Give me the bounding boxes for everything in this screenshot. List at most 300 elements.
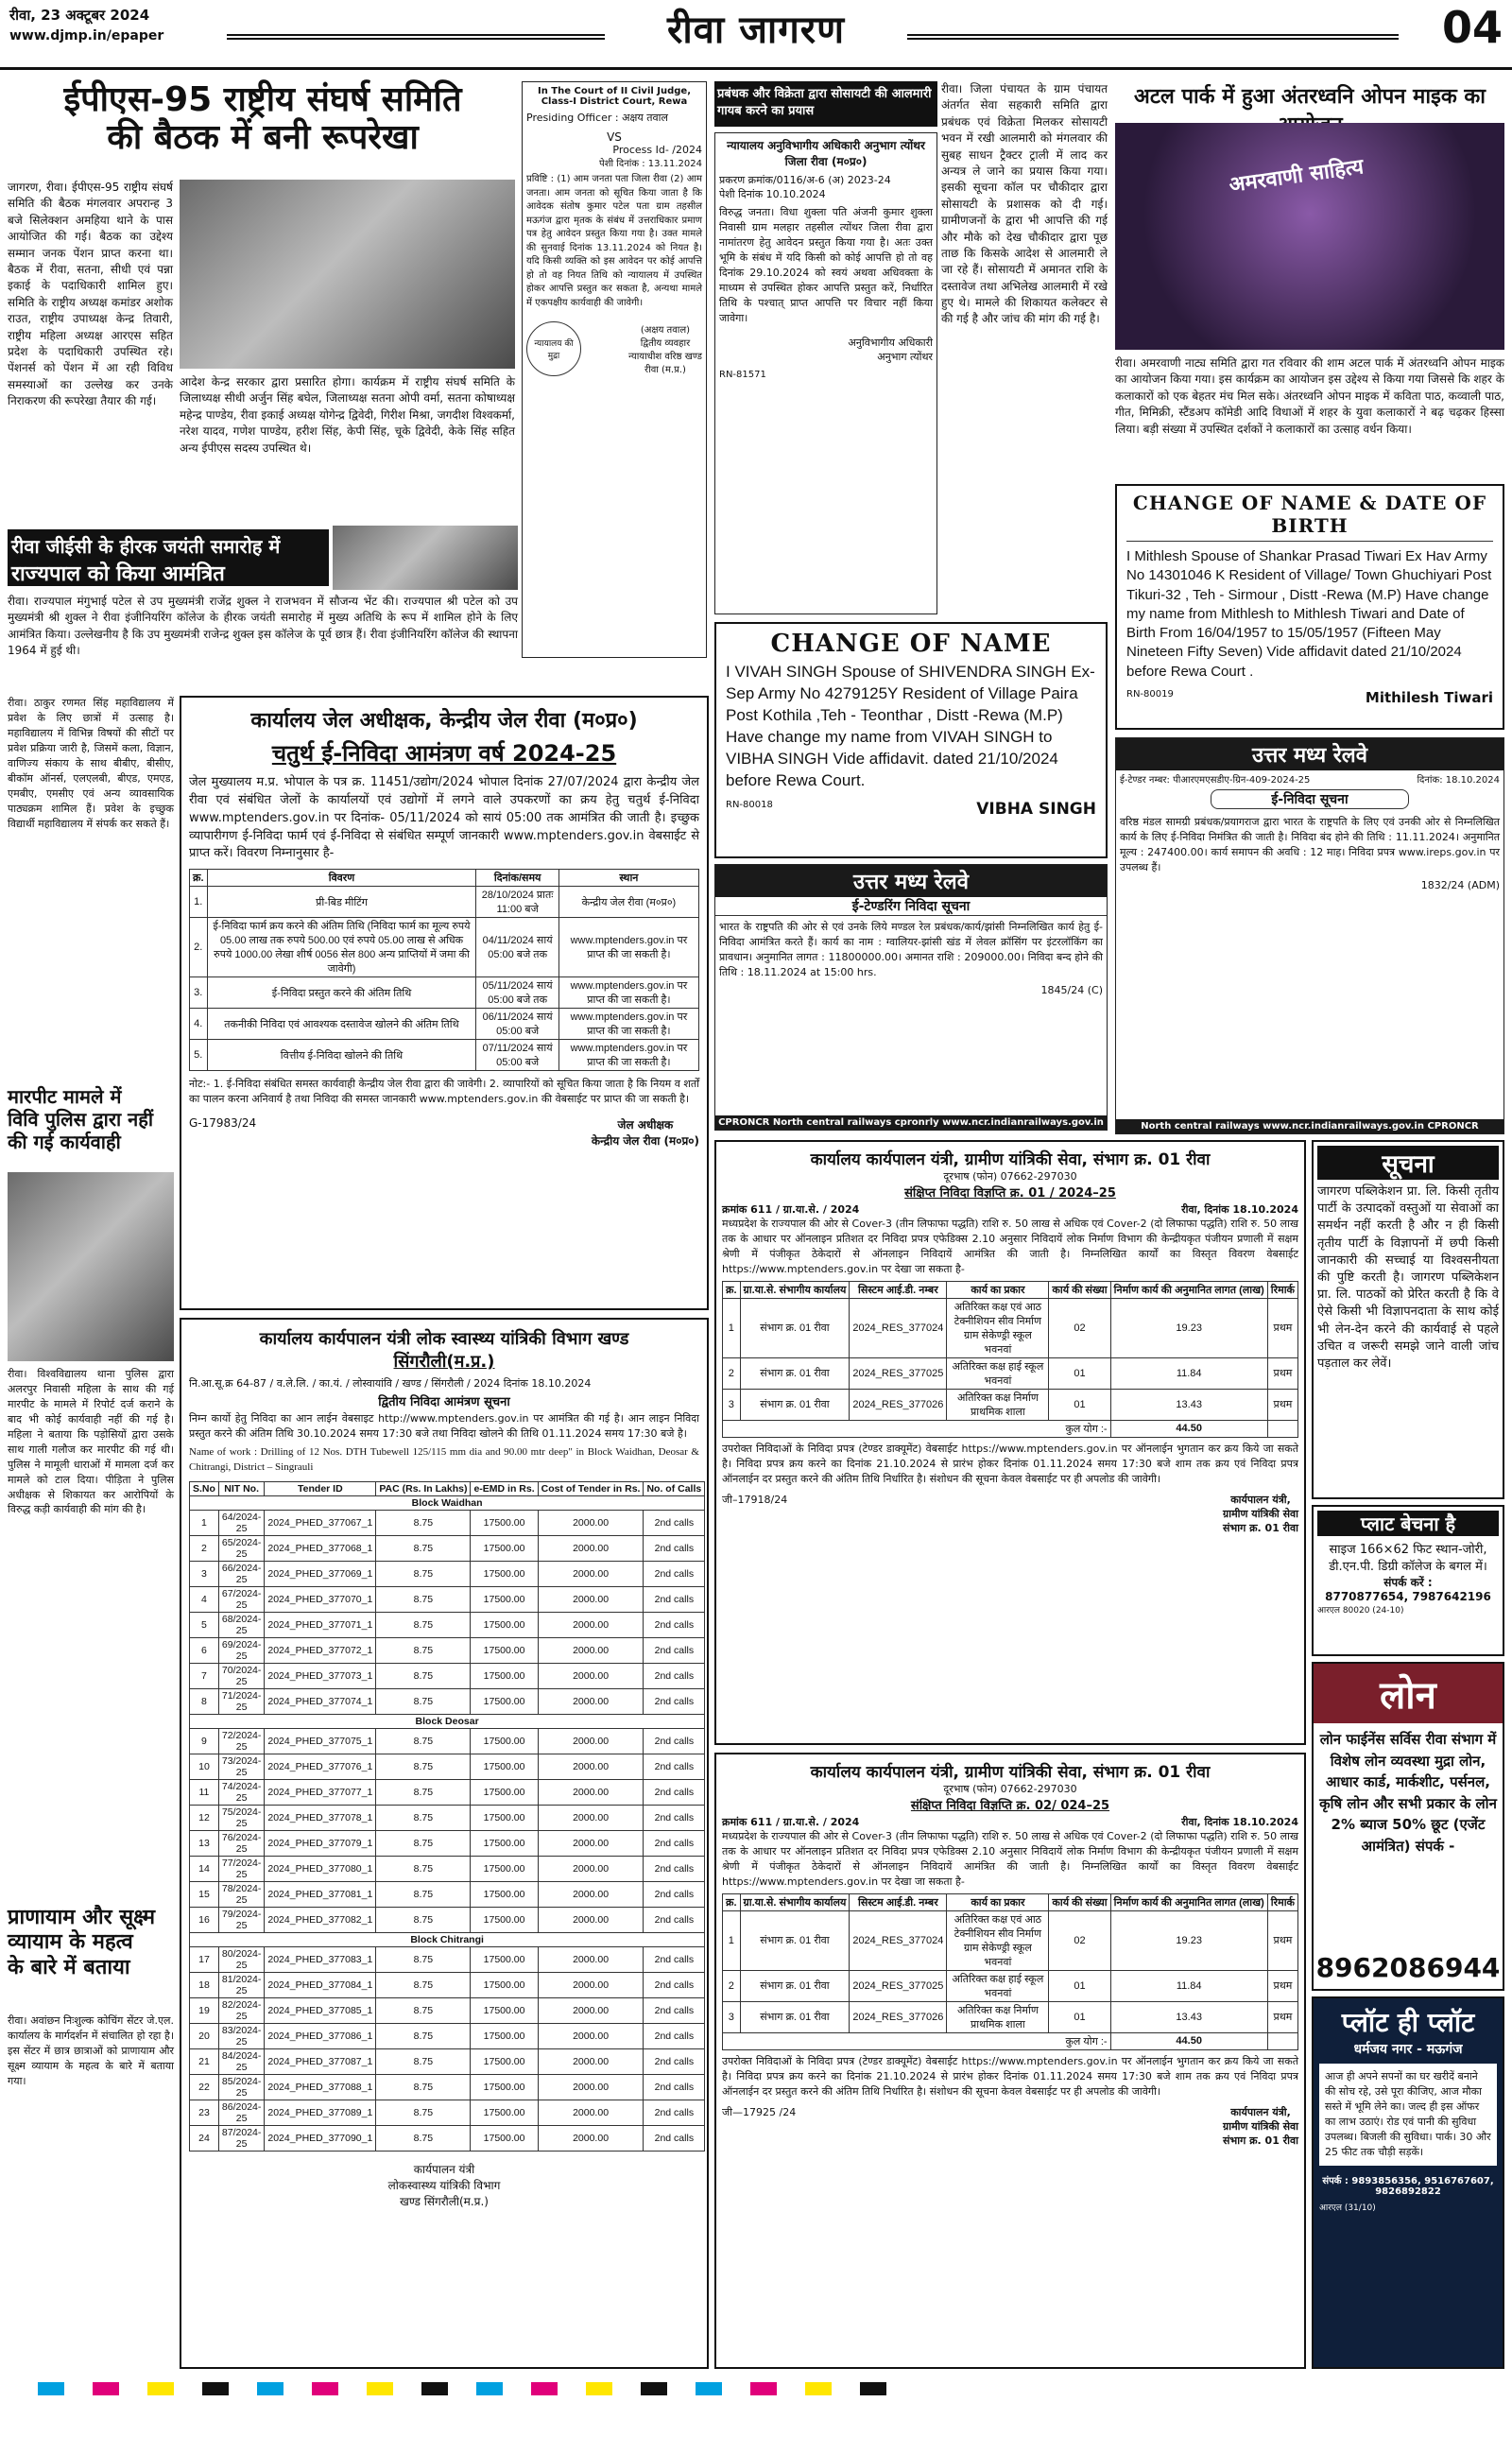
change-of-name-mithlesh — [1115, 484, 1504, 730]
phe-work: Name of work : Drilling of 12 Nos. DTH Tubewell 125/115 mm dia and 90.00 mtr deep" in Block Waidhan, Deosar & Chitrangi, District – Singrauli — [189, 1445, 699, 1473]
phe-intro: निम्न कार्यो हेतु निविदा का आन लाईन वेबसाइट http://www.mptenders.gov.in पर आमंत्रित की गई है। आन लाइन निविदा प्रस्तुत करने की अंतिम तिथि 30.10.2024 समय 17:30 बजे तथा निविदा खोलने की तिथि 01.11.2024 समय 17:30 बजे है। — [189, 1412, 699, 1440]
phe-cell: 83/2024-25 — [218, 2023, 264, 2048]
phe-cell: 75/2024-25 — [218, 1805, 264, 1830]
rural-1-cell: प्रथम — [1267, 1389, 1297, 1420]
phe-cell: 2nd calls — [644, 1637, 705, 1663]
hirak-body: रीवा। राज्यपाल मंगुभाई पटेल से उप मुख्यमंत्री राजेंद्र शुक्ल ने राजभवन में सौजन्य भेंट की। राज्यपाल श्री पटेल को उप मुख्यमंत्री श्री शुक्ल ने रीवा इंजीनियरिंग कॉलेज के हीरक जयंती समारोह में मुख्य अतिथि के रूप में शामिल होने के लिए आमंत्रित किया। उल्लेखनीय है कि उप मुख्यमंत्री राजेन्द्र शुक्ल इस कॉलेज के पूर्व छात्र हैं। रीवा इंजीनियरिंग कॉलेज की स्थापना 1964 में हुई थी। — [8, 595, 518, 658]
rural-2-cell: 01 — [1049, 1970, 1110, 2001]
rural-2-row — [723, 2001, 1298, 2032]
rural-2-total-row — [723, 2032, 1298, 2049]
phe-table — [189, 1481, 705, 2152]
rural-1-cell: 19.23 — [1110, 1298, 1267, 1357]
phe-row — [190, 1561, 705, 1586]
phe-cell: 87/2024-25 — [218, 2125, 264, 2151]
left-col-text-1: रीवा। ठाकुर रणमत सिंह महाविद्यालय में प्रवेश के लिए छात्रों में उत्साह है। महाविद्यालय में विभिन्न विषयों की सीटों पर प्रवेश प्रक्रिया जारी है, जिसमें कला, विज्ञान, वाणिज्य संकाय के साथ बीबीए, बीसीए, बीकॉम ऑनर्स, एलएलबी, बीएड, एमएड, एमबीए, एमसीए एवं अन्य व्यावसायिक पाठ्यक्रम शामिल हैं। प्रवेश के इच्छुक विद्यार्थी महाविद्यालय में संपर्क कर सकते हैं। — [8, 697, 174, 830]
rural-2-cell: अतिरिक्त कक्ष एवं आठ टेक्नीशियन सीव निर्माण ग्राम सेकेण्ड्री स्कूल भवनवां — [947, 1910, 1049, 1970]
rural-1-cell: 02 — [1049, 1298, 1110, 1357]
phe-dept-2: सिंगरौली(म.प्र.) — [393, 1352, 495, 1372]
hirak-headline-line-2: राज्यपाल को किया आमंत्रित — [11, 562, 225, 586]
rural-1-cell: 2024_RES_377025 — [850, 1357, 947, 1389]
suchna-title: सूचना — [1317, 1146, 1499, 1180]
black-swatch — [421, 2382, 448, 2395]
phe-cell: 17500.00 — [471, 2074, 538, 2100]
phe-cell: 17500.00 — [471, 2125, 538, 2151]
phe-header-1: NIT No. — [218, 1481, 264, 1495]
change-of-name-vivah — [714, 622, 1108, 858]
phe-cell: 2000.00 — [538, 2100, 644, 2125]
rural-1-cell: 2024_RES_377024 — [850, 1298, 947, 1357]
masthead-date: रीवा, 23 अक्टूबर 2024 — [9, 7, 150, 24]
plot-ad-body: आज ही अपने सपनों का घर खरीदें बनाने की सोच रहे, उसे पूरा कीजिए, आज मौका सस्ते में भूमि लेने का। जल्द ही इस ऑफर का लाभ उठाएं। रोड एवं पानी की सुविधा उपलब्ध। बिजली की सुविधा। पार्क। 30 और 25 फीट तक चौड़ी सड़कें। — [1319, 2064, 1497, 2166]
rural-2-sign-3: संभाग क्र. 01 रीवा — [1223, 2134, 1298, 2147]
plot-ad-place: धर्मजय नगर - मऊगंज — [1353, 2042, 1463, 2057]
black-swatch — [202, 2382, 229, 2395]
jail-intro: जेल मुख्यालय म.प्र. भोपाल के पत्र क्र. 11451/उद्योग/2024 भोपाल दिनांक 27/07/2024 द्वारा केन्द्रीय जेल रीवा एवं संबंधित जेलों के कार्यालयों एवं उद्योगों में लगने वाले उपकरणों का क्रय हेतु चतुर्थ ई-निविदा www.mptenders.gov.in पर दिनांक- 05/11/2024 को सायं 05:00 तक आमंत्रित की जाती है। इच्छुक व्यापारीगण ई-निविदा फार्म एवं ई-निविदा से संबंधित सम्पूर्ण जानकारी www.mptenders.gov.in वेबसाईट से प्राप्त करें। विवरण निम्नानुसार है- — [189, 775, 699, 861]
phe-cell: 2nd calls — [644, 1907, 705, 1932]
phe-cell: 2nd calls — [644, 1663, 705, 1688]
rural-1-cell: प्रथम — [1267, 1298, 1297, 1357]
phe-cell: 2nd calls — [644, 1881, 705, 1907]
rural-1-header-5: निर्माण कार्य की अनुमानित लागत (लाख) — [1110, 1281, 1267, 1298]
rural-2-row — [723, 1910, 1298, 1970]
rural-1-phone: दूरभाष (फोन) 07662-297030 — [943, 1170, 1077, 1183]
phe-cell: 8.75 — [376, 1972, 471, 1997]
page-number: 04 — [1441, 2, 1503, 53]
rural-2-cell: 01 — [1049, 2001, 1110, 2032]
phe-cell: 17500.00 — [471, 1972, 538, 1997]
rural-2-cell: संभाग क्र. 01 रीवा — [740, 1910, 850, 1970]
rural-1-cell: 2 — [723, 1357, 741, 1389]
left-col-photo — [8, 1172, 174, 1361]
rural-1-date: रीवा, दिनांक 18.10.2024 — [1181, 1203, 1298, 1216]
rural-2-phone: दूरभाष (फोन) 07662-297030 — [943, 1783, 1077, 1795]
rural-2-header-6: रिमार्क — [1267, 1893, 1297, 1910]
phe-cell: 17500.00 — [471, 1754, 538, 1779]
left-h3-1: प्राणायाम और सूक्ष्म — [8, 1906, 156, 1929]
phe-tender — [180, 1318, 709, 2369]
phe-cell: 2024_PHED_377068_1 — [265, 1535, 376, 1561]
rural-1-ref: क्रमांक 611 / ग्रा.या.से. / 2024 — [722, 1203, 860, 1216]
rural-2-cell: प्रथम — [1267, 1970, 1297, 2001]
phe-cell: 8.75 — [376, 1561, 471, 1586]
rural-1-header-4: कार्य की संख्या — [1049, 1281, 1110, 1298]
phe-block-row — [190, 1714, 705, 1728]
phe-row — [190, 1779, 705, 1805]
jail-cell: 3. — [190, 977, 208, 1009]
phe-cell: 17500.00 — [471, 2100, 538, 2125]
suchna-body: जागरण पब्लिकेशन प्रा. लि. किसी तृतीय पार्टी के उत्पादकों वस्तुओं या सेवाओं का समर्थन नहीं करती है और न ही किसी तृतीय पार्टी के विज्ञापनों में छपी किसी जानकारी की सच्चाई या विश्वसनीयता की पुष्टि करती है। जागरण पब्लिकेशन प्रा. लि. पाठकों को प्रेरित करती है कि वे ऐसे किसी भी विज्ञापनदाता के साथ कोई भी लेन-देन करने की कार्यवाई से पहले उचित व जरूरी समझे जाने वाली जांच पड़ताल कर लेवें। — [1317, 1184, 1499, 1371]
phe-header-4: e-EMD in Rs. — [471, 1481, 538, 1495]
phe-cell: 71/2024-25 — [218, 1688, 264, 1714]
magenta-swatch — [312, 2382, 338, 2395]
phe-cell: 16 — [190, 1907, 219, 1932]
rail-2-date: दिनांक: 18.10.2024 — [1417, 775, 1500, 786]
left-col-heading-2 — [8, 1085, 174, 1170]
jail-note: नोट:- 1. ई-निविदा संबंधित समस्त कार्यवाही केन्द्रीय जेल रीवा द्वारा की जावेगी। 2. व्यापारियों को सूचित किया जाता है कि नियम व शर्तों का पालन करना अनिवार्य है तथा निविदा की समस्त जानकारी www.mptenders.gov.in की वेबसाईट पर प्राप्त की जा सकती है। — [189, 1078, 699, 1106]
phe-cell: 81/2024-25 — [218, 1972, 264, 1997]
rural-1-header-1: ग्रा.या.से. संभागीय कार्यालय — [740, 1281, 850, 1298]
phe-cell: 2024_PHED_377089_1 — [265, 2100, 376, 2125]
phe-row — [190, 1728, 705, 1754]
rural-1-row — [723, 1298, 1298, 1357]
plot-sale-body: साइज 166×62 फिट स्थान-जोरी, डी.एन.पी. डिग्री कॉलेज के बगल में। — [1329, 1543, 1487, 1574]
phe-cell: 5 — [190, 1612, 219, 1637]
sdm-heading: न्यायालय अनुविभागीय अधिकारी अनुभाग त्योंथर जिला रीवा (म०प्र०) — [727, 139, 925, 168]
sdm-sign-2: अनुभाग त्योंथर — [877, 350, 933, 363]
plot-sale-contact-label: संपर्क करें : — [1383, 1576, 1433, 1589]
hirak-photo — [333, 526, 518, 590]
phe-cell: 24 — [190, 2125, 219, 2151]
phe-cell: 8.75 — [376, 1779, 471, 1805]
phe-cell: 8.75 — [376, 2023, 471, 2048]
rural-1-table — [722, 1281, 1298, 1438]
phe-cell: 70/2024-25 — [218, 1663, 264, 1688]
rural-1-cell: संभाग क्र. 01 रीवा — [740, 1357, 850, 1389]
jail-cell: वित्तीय ई-निविदा खोलने की तिथि — [207, 1040, 476, 1071]
phe-cell: 2000.00 — [538, 1830, 644, 1856]
sdm-case: प्रकरण क्रमांक/0116/अ-6 (अ) 2023-24 — [719, 174, 891, 186]
court-sign-4: रीवा (म.प्र.) — [644, 365, 686, 375]
openmic-body: रीवा। अमरवाणी नाट्य समिति द्वारा गत रविवार की शाम अटल पार्क में अंतरध्वनि ओपन माइक का आयोजन किया गया। इस कार्यक्रम का आयोजन इस उद्देश्य से किया गया जिससे कि शहर के कलाकारों को एक बेहतर मंच मिल सके। अंतरध्वनि ओपन माइक में कविता पाठ, कव्वाली पाठ, गीत, मिमिक्री, स्टैंडअप कॉमेडी आदि विधाओं में शहर के युवा कलाकारों ने बढ़ चढ़कर हिस्सा लिया। बड़ी संख्या में उपस्थित दर्शकों ने कलाकारों का उत्साह वर्धन किया। — [1115, 356, 1504, 436]
masthead-url[interactable]: www.djmp.in/epaper — [9, 28, 164, 43]
rural-1-cell: 13.43 — [1110, 1389, 1267, 1420]
phe-row — [190, 1972, 705, 1997]
phe-row — [190, 1663, 705, 1688]
rural-2-table — [722, 1893, 1298, 2050]
rural-1-row — [723, 1357, 1298, 1389]
phe-cell: 12 — [190, 1805, 219, 1830]
phe-cell: 2024_PHED_377070_1 — [265, 1586, 376, 1612]
phe-ref: नि.आ.सू.क्र 64-87 / व.ले.लि. / का.यं. / लोस्वायांवि / खण्ड / सिंगरौली / 2024 दिनांक 18.10.2024 — [189, 1377, 592, 1390]
left-h2-1: मारपीट मामले में — [8, 1085, 122, 1108]
openmic-headline: अटल पार्क में हुआ अंतरध्वनि ओपन माइक का — [1134, 85, 1486, 109]
phe-cell: 2024_PHED_377073_1 — [265, 1663, 376, 1688]
phe-cell: 2000.00 — [538, 1972, 644, 1997]
loan-phone[interactable]: 8962086944 — [1315, 1952, 1501, 1983]
sdm-notice — [714, 132, 937, 614]
phe-cell: 2nd calls — [644, 1856, 705, 1881]
openmic-photo — [1115, 123, 1504, 350]
phe-cell: 2024_PHED_377076_1 — [265, 1754, 376, 1779]
phe-cell: 18 — [190, 1972, 219, 1997]
phe-cell: 2024_PHED_377074_1 — [265, 1688, 376, 1714]
jail-cell: www.mptenders.gov.in पर प्राप्त की जा सकती है। — [558, 977, 698, 1009]
jail-row — [190, 1009, 699, 1040]
phe-cell: 80/2024-25 — [218, 1946, 264, 1972]
phe-cell: 8.75 — [376, 1612, 471, 1637]
phe-cell: 2000.00 — [538, 1779, 644, 1805]
plot-sale-title: प्लाट बेचना है — [1317, 1511, 1499, 1536]
phe-cell: 2024_PHED_377087_1 — [265, 2048, 376, 2074]
rural-2-date: रीवा, दिनांक 18.10.2024 — [1181, 1816, 1298, 1828]
jail-cell: 04/11/2024 सायं 05:00 बजे तक — [476, 918, 558, 977]
phe-cell: 8.75 — [376, 2048, 471, 2074]
rural-2-cell: 13.43 — [1110, 2001, 1267, 2032]
phe-cell: 2nd calls — [644, 1586, 705, 1612]
rural-2-sign-2: ग्रामीण यांत्रिकी सेवा — [1223, 2119, 1298, 2133]
phe-cell: 22 — [190, 2074, 219, 2100]
phe-cell: 2000.00 — [538, 1881, 644, 1907]
phe-row — [190, 1881, 705, 1907]
rail-tender-1 — [714, 864, 1108, 1131]
phe-cell: 6 — [190, 1637, 219, 1663]
phe-cell: 17500.00 — [471, 1805, 538, 1830]
cyan-swatch — [38, 2382, 64, 2395]
phe-row — [190, 2048, 705, 2074]
rural-2-intro: मध्यप्रदेश के राज्यपाल की ओर से Cover-3 (तीन लिफाफा पद्धति) राशि रु. 50 लाख से अधिक एवं Cover-2 (दो लिफाफा पद्धति) राशि रु. 50 लाख तक के आधार पर ऑनलाइन प्रतिशत दर निविदा प्रपत्र एफेडिक्स 2.10 अनुसार निविदायें लोक निर्माण विभाग की केन्द्रीयकृत पंजीयन प्रणाली में सक्षम श्रेणी में पंजीकृत ठेकेदारों से ऑनलाइन निविदायें आमंत्रित की जाती है। निम्नलिखित कार्यों का विस्तृत विवरण वेबसाईट https://www.mptenders.gov.in पर देखा जा सकता है- — [722, 1830, 1298, 1888]
phe-cell: 2nd calls — [644, 1972, 705, 1997]
phe-cell: 2nd calls — [644, 1510, 705, 1535]
jail-cell: www.mptenders.gov.in पर प्राप्त की जा सकती है। — [558, 1040, 698, 1071]
rural-1-body: उपरोक्त निविदाओं के निविदा प्रपत्र (टेण्डर डाक्यूमेंट) वेबसाईट https://www.mptenders.gov.in पर ऑनलाईन भुगतान कर क्रय किये जा सकते है। निविदा प्रपत्र क्रय करने का दिनांक 21.10.2024 से प्रारंभ होकर दिनांक 01.11.2024 समय 17:30 बजे शाम तक क्रय एवं निविदा प्रपत्र ऑनलाईन दर प्रस्तुत करने की अंतिम तिथि निर्धारित है। संशोधन की सूचना केवल वेबसाईट पर ही अपलोड की जावेगी। — [722, 1442, 1298, 1485]
phe-cell: 2000.00 — [538, 1663, 644, 1688]
plot-sale-ref: आरएल 80020 (24-10) — [1317, 1606, 1404, 1616]
phe-row — [190, 2100, 705, 2125]
phe-cell: 78/2024-25 — [218, 1881, 264, 1907]
rural-1-ref-2: जी–17918/24 — [722, 1493, 788, 1506]
phe-row — [190, 1856, 705, 1881]
yellow-swatch — [367, 2382, 393, 2395]
jail-cell: www.mptenders.gov.in पर प्राप्त की जा सकती है। — [558, 1009, 698, 1040]
jail-cell: ई-निविदा प्रस्तुत करने की अंतिम तिथि — [207, 977, 476, 1009]
masthead-rule-left — [227, 34, 605, 40]
court-sign-2: द्वितीय व्यवहार — [640, 338, 691, 349]
phe-cell: 17500.00 — [471, 1688, 538, 1714]
rural-1-header-2: सिस्टम आई.डी. नम्बर — [850, 1281, 947, 1298]
phe-cell: 14 — [190, 1856, 219, 1881]
phe-cell: 65/2024-25 — [218, 1535, 264, 1561]
phe-cell: 2nd calls — [644, 1946, 705, 1972]
phe-cell: 17500.00 — [471, 1586, 538, 1612]
phe-header-3: PAC (Rs. In Lakhs) — [376, 1481, 471, 1495]
jail-dept: कार्यालय जेल अधीक्षक, केन्द्रीय जेल रीवा (म०प्र०) — [250, 709, 638, 733]
jail-table — [189, 869, 699, 1071]
loan-title: लोन — [1314, 1664, 1503, 1723]
plot-ad-title: प्लॉट ही प्लॉट — [1341, 2007, 1475, 2038]
rural-2-cell: 2024_RES_377026 — [850, 2001, 947, 2032]
phe-block-row — [190, 1495, 705, 1510]
phe-cell: 2000.00 — [538, 1510, 644, 1535]
rural-2-header-5: निर्माण कार्य की अनुमानित लागत (लाख) — [1110, 1893, 1267, 1910]
black-swatch — [641, 2382, 667, 2395]
phe-cell: 2024_PHED_377090_1 — [265, 2125, 376, 2151]
rural-1-cell: 01 — [1049, 1389, 1110, 1420]
phe-row — [190, 1907, 705, 1932]
plot-ad-box — [1312, 1996, 1504, 2369]
jail-row — [190, 887, 699, 918]
masthead-title: रीवा जागरण — [666, 9, 846, 52]
jail-cell: ई-निविदा फार्म क्रय करने की अंतिम तिथि (निविदा फार्म का मूल्य रुपये 05.00 लाख तक रुपये 500.00 एवं रुपये 05.00 लाख से अधिक रुपये 1000.00 लेखा शीर्ष 0056 सेल 800 अन्य प्राप्तियों में जमा की जावेगी) — [207, 918, 476, 977]
phe-cell: 17500.00 — [471, 1535, 538, 1561]
jail-cell: 2. — [190, 918, 208, 977]
jail-sign-2: केन्द्रीय जेल रीवा (म०प्र०) — [591, 1134, 699, 1149]
phe-cell: 2000.00 — [538, 1754, 644, 1779]
phe-cell: 2nd calls — [644, 1805, 705, 1830]
cyan-swatch — [476, 2382, 503, 2395]
rural-2-cell: 2024_RES_377025 — [850, 1970, 947, 2001]
phe-cell: 10 — [190, 1754, 219, 1779]
hirak-headline — [8, 529, 329, 586]
phe-cell: 2024_PHED_377086_1 — [265, 2023, 376, 2048]
phe-cell: 2024_PHED_377083_1 — [265, 1946, 376, 1972]
phe-cell: 2024_PHED_377080_1 — [265, 1856, 376, 1881]
magenta-swatch — [93, 2382, 119, 2395]
jail-cell: 07/11/2024 सायं 05:00 बजे — [476, 1040, 558, 1071]
eps-headline-line-1: ईपीएस-95 राष्ट्रीय संघर्ष समिति — [63, 80, 462, 119]
phe-cell: 15 — [190, 1881, 219, 1907]
eps-headline — [8, 81, 518, 166]
prabandhak-body: रीवा। जिला पंचायत के ग्राम पंचायत अंतर्गत सेवा सहकारी समिति द्वारा प्रबंधक एवं विक्रेता मिलकर सोसायटी भवन में रखी आलमारी को मंगलवार की सुबह साधन ट्रैक्टर ट्राली में लाद कर अन्यत्र ले जाने का प्रयास किया गया। इसकी सूचना कॉल पर चौकीदार द्वारा सोसायटी के प्रशासक को दी गई। ग्रामीणजनों के द्वारा भी आपत्ति की गई और मौके को देख चौकीदार द्वारा पूछ ताछ कि किसके आदेश से आलमारी ले जा रहे हैं। सोसायटी में अमानत राशि के दस्तावेज तथा अभिलेख आलमारी में रखे हुए थे। मामले की शिकायत कलेक्टर से की गई है और जांच की मांग की गई है। — [941, 82, 1108, 326]
rural-1-dept: कार्यालय कार्यपालन यंत्री, ग्रामीण यांत्रिकी सेवा, संभाग क्र. 01 रीवा — [810, 1150, 1211, 1169]
phe-cell: 8.75 — [376, 1907, 471, 1932]
rural-2-header-4: कार्य की संख्या — [1049, 1893, 1110, 1910]
phe-cell: 2024_PHED_377085_1 — [265, 1997, 376, 2023]
phe-cell: 2nd calls — [644, 2125, 705, 2151]
phe-cell: 2024_PHED_377072_1 — [265, 1637, 376, 1663]
rail-2-body: वरिष्ठ मंडल सामग्री प्रबंधक/प्रयागराज द्वारा भारत के राष्ट्रपति के लिए एवं उनकी ओर से निम्नलिखित कार्य के लिए ई-निविदा निमंत्रित की जाती है। निविदा बंद होने की तिथि : 11.11.2024। अनुमानित मूल्य : 247400.00। कार्य समापन की अवधि : 12 माह। निविदा प्रपत्र www.ireps.gov.in पर उपलब्ध हैं। — [1120, 816, 1500, 873]
court-heading: In The Court of II Civil Judge, Class-I District Court, Rewa — [537, 86, 692, 107]
phe-cell: 2000.00 — [538, 1805, 644, 1830]
phe-cell: 64/2024-25 — [218, 1510, 264, 1535]
rail-1-foot: 1845/24 (C) — [1040, 983, 1103, 996]
rural-1-sign-2: ग्रामीण यांत्रिकी सेवा — [1223, 1507, 1298, 1520]
rural-2-cell: प्रथम — [1267, 2001, 1297, 2032]
phe-row — [190, 1997, 705, 2023]
left-col-heading-3 — [8, 1906, 174, 2010]
court-officer: Presiding Officer : अक्षय तवाल — [526, 112, 668, 124]
phe-cell: 2024_PHED_377075_1 — [265, 1728, 376, 1754]
phe-row — [190, 2125, 705, 2151]
rail-2-ref: ई-टेण्डर नम्बर: पीआरएमएसडीए-ग्रिन-409-2024-25 — [1120, 775, 1311, 786]
rail-2-social[interactable]: North central railways www.ncr.indianrailways.gov.in CPRONCR — [1116, 1119, 1503, 1133]
jail-cell: 05/11/2024 सायं 05:00 बजे तक — [476, 977, 558, 1009]
phe-cell: 74/2024-25 — [218, 1779, 264, 1805]
phe-cell: 8.75 — [376, 1728, 471, 1754]
rural-2-cell: 11.84 — [1110, 1970, 1267, 2001]
phe-cell: 2000.00 — [538, 1637, 644, 1663]
jail-header-1: विवरण — [207, 870, 476, 887]
sdm-sign-1: अनुविभागीय अधिकारी — [848, 336, 933, 349]
rural-2-row — [723, 1970, 1298, 2001]
phe-cell: 17500.00 — [471, 1510, 538, 1535]
black-swatch — [860, 2382, 886, 2395]
rail-1-body: भारत के राष्ट्रपति की ओर से एवं उनके लिये मण्डल रेल प्रबंधक/कार्य/झांसी निम्नलिखित कार्य हेतु ई-निविदा आमंत्रित करते हैं। कार्य का नाम : ग्वालियर-झांसी खंड में लेवल क्रॉसिंग पर इंटरलॉकिंग का प्रावधान। अनुमानित लागत : 11800000.00। अमानत राशि : 209000.00। निविदा बन्द होने की तिथि : 18.11.2024 at 15:00 hrs. — [719, 921, 1103, 978]
phe-sign-1: कार्यपालन यंत्री — [413, 2162, 475, 2176]
rural-1-header-3: कार्य का प्रकार — [947, 1281, 1049, 1298]
phe-cell: 3 — [190, 1561, 219, 1586]
phe-row — [190, 2074, 705, 2100]
yellow-swatch — [805, 2382, 832, 2395]
rural-1-cell: संभाग क्र. 01 रीवा — [740, 1298, 850, 1357]
plot-ad-contact[interactable]: संपर्क : 9893856356, 9516767607, 9826892822 — [1322, 2175, 1494, 2197]
jail-row — [190, 977, 699, 1009]
phe-subtitle: द्वितीय निविदा आमंत्रण सूचना — [378, 1395, 510, 1409]
rural-2-cell: प्रथम — [1267, 1910, 1297, 1970]
rural-1-cell: 3 — [723, 1389, 741, 1420]
phe-cell: 84/2024-25 — [218, 2048, 264, 2074]
sdm-ref: RN-81571 — [719, 369, 766, 380]
phe-cell: 2024_PHED_377082_1 — [265, 1907, 376, 1932]
rural-2-cell: अतिरिक्त कक्ष हाई स्कूल भवनवां — [947, 1970, 1049, 2001]
rural-2-cell: अतिरिक्त कक्ष निर्माण प्राथमिक शाला — [947, 2001, 1049, 2032]
phe-cell: 2000.00 — [538, 1907, 644, 1932]
phe-cell: 2nd calls — [644, 1830, 705, 1856]
eps-meeting-photo — [180, 180, 515, 369]
phe-cell: 76/2024-25 — [218, 1830, 264, 1856]
phe-cell: 20 — [190, 2023, 219, 2048]
phe-cell: 8.75 — [376, 1663, 471, 1688]
loan-body: लोन फाईनेंस सर्विस रीवा संभाग में विशेष लोन व्यवस्था मुद्रा लोन, आधार कार्ड, मार्कशीट, पर्सनल, कृषि लोन और सभी प्रकार के लोन 2% ब्याज 50% छूट (एजेंट आमंत्रित) संपर्क - — [1319, 1731, 1497, 1855]
left-col-text-2: रीवा। विश्वविद्यालय थाना पुलिस द्वारा अलरपुर निवासी महिला के साथ की गई मारपीट के मामले में रिपोर्ट दर्ज कराने के बाद भी कोई कार्यवाही नहीं की गई है। महिला ने बताया कि पड़ोसियों द्वारा उसके साथ गाली गलौज कर मारपीट की गई थी। पुलिस ने मामूली धाराओं में मामला दर्ज कर मामले को टाल दिया। पीड़िता ने पुलिस अधीक्षक से शिकायत कर आरोपियों के विरुद्ध कड़ी कार्यवाही की मांग की है। — [8, 1368, 174, 1516]
phe-cell: 73/2024-25 — [218, 1754, 264, 1779]
phe-cell: 72/2024-25 — [218, 1728, 264, 1754]
cn-vivah-signed: VIBHA SINGH — [976, 799, 1096, 819]
jail-cell: प्री-बिड मीटिंग — [207, 887, 476, 918]
phe-cell: 2nd calls — [644, 1728, 705, 1754]
cn-mithlesh-ref: RN-80019 — [1126, 688, 1174, 700]
jail-cell: 1. — [190, 887, 208, 918]
phe-cell: 7 — [190, 1663, 219, 1688]
rural-2-cell: संभाग क्र. 01 रीवा — [740, 2001, 850, 2032]
rural-2-header-2: सिस्टम आई.डी. नम्बर — [850, 1893, 947, 1910]
yellow-swatch — [147, 2382, 174, 2395]
rural-1-cell: अतिरिक्त कक्ष एवं आठ टेक्नीशियन सीव निर्माण ग्राम सेकेण्ड्री स्कूल भवनवां — [947, 1298, 1049, 1357]
phe-header-2: Tender ID — [265, 1481, 376, 1495]
phe-cell: 17500.00 — [471, 1663, 538, 1688]
phe-cell: 2000.00 — [538, 1856, 644, 1881]
print-registration-bar — [0, 2382, 1512, 2401]
rural-1-cell: 11.84 — [1110, 1357, 1267, 1389]
eps-body-2: आदेश केन्द्र सरकार द्वारा प्रसारित होगा। कार्यक्रम में राष्ट्रीय संघर्ष समिति के जिलाध्यक्ष सीधी अर्जुन सिंह बघेल, जिलाध्यक्ष सतना ओपी वर्मा, सतना कोषाध्यक्ष महेन्द्र पाण्डेय, रीवा इकाई अध्यक्ष योगेन्द्र द्विवेदी, गिरीश मिश्रा, जगदीश विश्वकर्मा, नरेश यादव, गणेश पाण्डेय, हरीश सिंह, केपी सिंह, चूके द्विवेदी, केके सिंह सहित अन्य ईपीएस सदस्य उपस्थित थे। — [180, 375, 515, 455]
phe-header-5: Cost of Tender in Rs. — [538, 1481, 644, 1495]
rural-tender-1 — [714, 1140, 1306, 1745]
jail-ref: G-17983/24 — [189, 1116, 257, 1131]
phe-cell: 2000.00 — [538, 2023, 644, 2048]
rural-1-header-0: क्र. — [723, 1281, 741, 1298]
phe-cell: 8.75 — [376, 1535, 471, 1561]
cyan-swatch — [696, 2382, 722, 2395]
cyan-swatch — [257, 2382, 284, 2395]
phe-cell: 85/2024-25 — [218, 2074, 264, 2100]
phe-cell: 79/2024-25 — [218, 1907, 264, 1932]
magenta-swatch — [531, 2382, 558, 2395]
phe-cell: 2000.00 — [538, 1586, 644, 1612]
jail-row — [190, 918, 699, 977]
phe-cell: 4 — [190, 1586, 219, 1612]
phe-cell: 17500.00 — [471, 1997, 538, 2023]
phe-cell: 17500.00 — [471, 1728, 538, 1754]
rural-1-cell: 1 — [723, 1298, 741, 1357]
phe-cell: 8.75 — [376, 1510, 471, 1535]
phe-row — [190, 2023, 705, 2048]
phe-cell: 21 — [190, 2048, 219, 2074]
jail-cell: 4. — [190, 1009, 208, 1040]
phe-cell: 17500.00 — [471, 2048, 538, 2074]
phe-cell: 67/2024-25 — [218, 1586, 264, 1612]
court-sign-1: (अक्षय तवाल) — [640, 325, 691, 336]
rural-2-cell: 19.23 — [1110, 1910, 1267, 1970]
phe-cell: 2nd calls — [644, 1612, 705, 1637]
phe-row — [190, 1805, 705, 1830]
phe-block-name: Block Chitrangi — [190, 1932, 705, 1946]
rural-2-cell: 02 — [1049, 1910, 1110, 1970]
cn-vivah-body: I VIVAH SINGH Spouse of SHIVENDRA SINGH Ex-Sep Army No 4279125Y Resident of Village Paira Post Kothila ,Teh - Teonthar , Distt -Rewa (M.P) Have change my name from VIVAH SINGH to VIBHA SINGH Vide affidavit. dated 21/10/2024 before Rewa Court. — [726, 663, 1095, 789]
rural-2-total-blank — [1267, 2032, 1297, 2049]
rural-1-header-6: रिमार्क — [1267, 1281, 1297, 1298]
plot-sale-phones[interactable]: 8770877654, 7987642196 — [1325, 1590, 1491, 1603]
rail-1-social[interactable]: CPRONCR North central railways cpronrly www.ncr.indianrailways.gov.in — [715, 1115, 1107, 1130]
phe-cell: 23 — [190, 2100, 219, 2125]
